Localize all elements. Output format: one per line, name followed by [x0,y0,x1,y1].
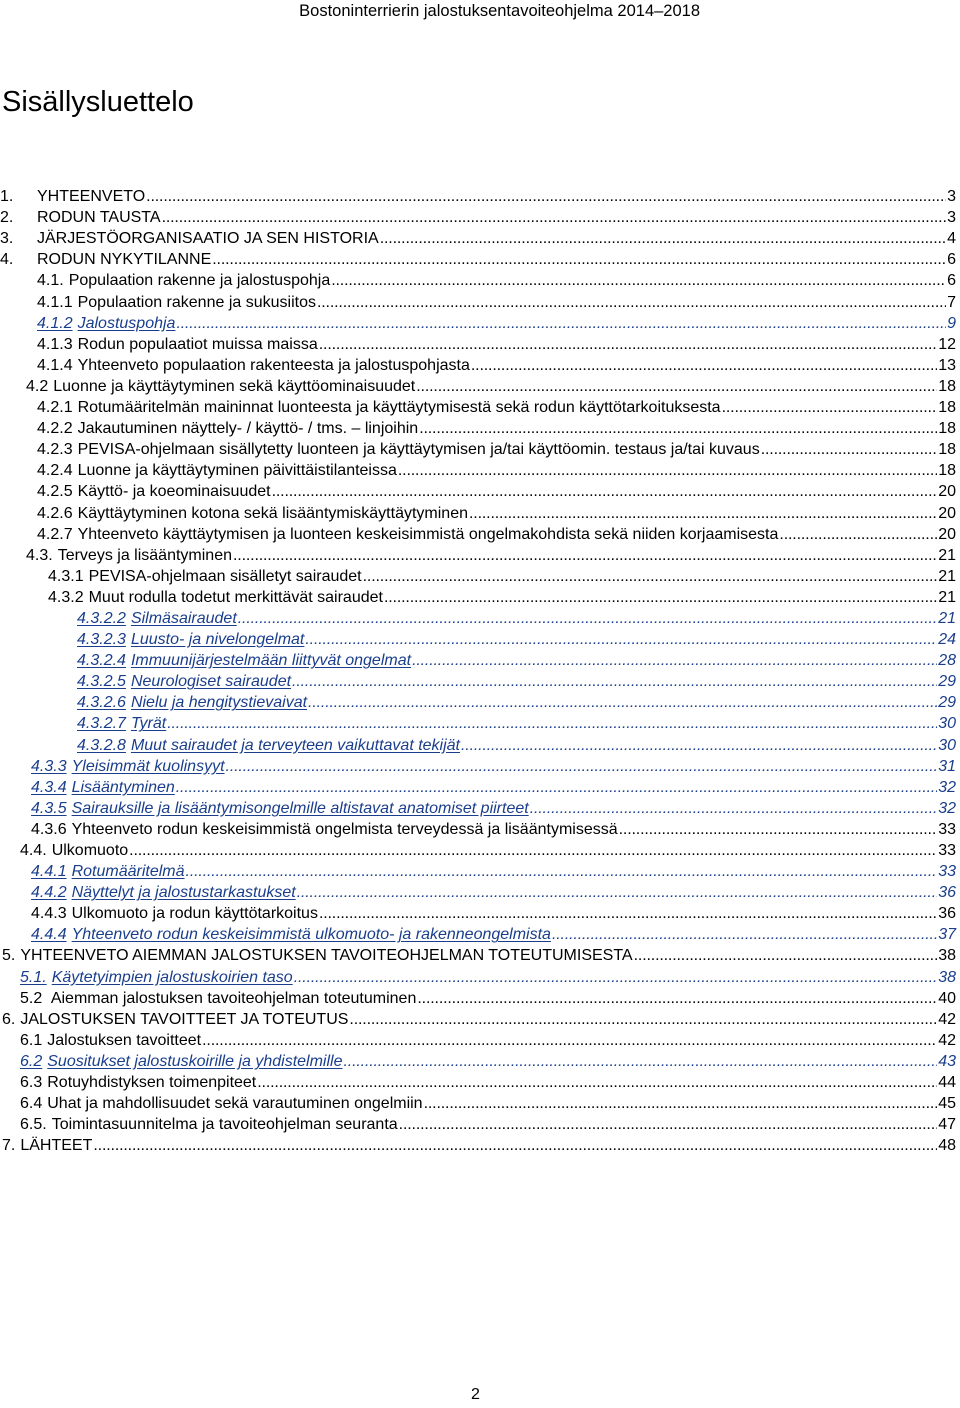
toc-entry-page: 18 [938,399,956,417]
toc-entry[interactable] [0,186,956,207]
toc-entry-number: 5.1. [20,968,47,986]
toc-dot-leader [162,207,947,228]
toc-entry-title: Yhteenveto käyttäytymisen ja luonteen keskeisimmistä ongelmakohdista sekä niiden korjaamisesta [77,525,779,543]
toc-entry-number: 4.2.4 [37,462,73,480]
running-header: Bostoninterrierin jalostuksentavoiteohjelma 2014–2018 [299,2,700,20]
toc-entry[interactable] [0,840,956,861]
toc-entry-page: 13 [938,356,956,374]
toc-entry-title: JALOSTUKSEN TAVOITTEET JA TOTEUTUS [20,1010,349,1028]
toc-entry-title: Jalostuksen tavoitteet [47,1031,202,1049]
toc-entry[interactable] [0,608,956,629]
page-number: 2 [471,1386,480,1403]
toc-entry-title: Muut sairaudet ja terveyteen vaikuttavat tekijät [130,736,460,754]
toc-entry-title: Luonne ja käyttäytyminen sekä käyttöominaisuudet [53,377,416,395]
toc-entry[interactable] [0,1072,956,1093]
toc-dot-leader [412,650,937,671]
toc-entry[interactable] [0,1114,956,1135]
toc-entry[interactable] [0,228,956,249]
toc-entry[interactable] [0,397,956,418]
toc-entry-page: 30 [938,715,956,733]
toc-entry-page: 33 [938,842,956,859]
toc-entry-number: 4.3.2.3 [77,631,126,649]
toc-entry-number: 4.4.2 [31,884,67,902]
toc-entry-page: 20 [938,483,956,501]
toc-entry-number: 4.3.2.5 [77,673,126,691]
toc-entry-number: 4.3.3 [31,757,67,775]
toc-entry-title: Sairauksille ja lisääntymisongelmille altistavat anatomiset piirteet [71,799,529,817]
toc-entry[interactable] [0,502,956,523]
toc-dot-leader [317,292,946,313]
toc-entry-title: PEVISA-ohjelmaan sisälletyt sairaudet [88,567,362,585]
toc-entry-page: 44 [938,1074,956,1092]
toc-entry-title: Uhat ja mahdollisuudet sekä varautuminen ongelmiin [47,1095,423,1113]
toc-entry-title: Luusto- ja nivelongelmat [130,631,305,649]
toc-dot-leader [722,397,938,418]
toc-entry-page: 20 [938,525,956,543]
toc-dot-leader [233,545,937,566]
toc-dot-leader [319,903,937,924]
toc-entry[interactable] [0,376,956,397]
toc-dot-leader [634,945,938,966]
toc-entry-page: 29 [938,673,956,691]
toc-entry-number: 3. [0,230,14,248]
toc-entry[interactable] [0,924,956,945]
toc-entry-page: 6 [947,272,956,290]
toc-dot-leader [343,1051,937,1072]
toc-entry[interactable] [0,903,956,924]
toc-entry-number: 6.2 [20,1052,43,1070]
toc-entry-title: Lisääntyminen [71,778,175,796]
toc-entry[interactable] [0,692,956,713]
toc-entry-page: 40 [938,989,956,1007]
toc-entry-page: 3 [947,188,956,206]
toc-dot-leader [186,861,938,882]
toc-dot-leader [167,713,937,734]
toc-entry-title: Suositukset jalostuskoirille ja yhdistelmille [47,1052,343,1070]
toc-dot-leader [619,819,938,840]
toc-dot-leader [363,566,938,587]
toc-entry-number: 4.3.2.2 [77,609,126,627]
toc-entry-number: 4.4.3 [31,905,67,923]
toc-entry-page: 20 [938,504,956,522]
toc-entry-title: Populaation rakenne ja jalostuspohja [68,272,331,290]
toc-entry-page: 36 [938,884,956,902]
toc-entry-number: 4.1.2 [37,314,73,332]
toc-dot-leader [349,1009,937,1030]
toc-dot-leader [416,376,937,397]
toc-entry-title: Käytetyimpien jalostuskoirien taso [51,968,293,986]
toc-entry-page: 42 [938,1031,956,1049]
toc-entry-title: Jakautuminen näyttely- / käyttö- / tms. – linjoihin [77,420,419,438]
toc-entry-title: Populaation rakenne ja sukusiitos [77,293,316,311]
toc-entry-number: 4.3.2 [48,588,84,606]
toc-entry-page: 37 [938,926,956,944]
toc-entry-number: 4.2.3 [37,441,73,459]
toc-entry[interactable] [0,1009,956,1030]
toc-entry-number: 4.3. [26,546,53,564]
toc-entry-title: Rotumääritelmä [71,863,185,881]
toc-entry-page: 21 [938,588,956,606]
toc-entry-page: 24 [938,631,956,649]
toc-dot-leader [202,1030,937,1051]
toc-entry-title: Ulkomuoto ja rodun käyttötarkoitus [71,905,318,923]
toc-entry-title: Käyttö- ja koeominaisuudet [77,483,271,501]
toc-entry-number: 4.4.4 [31,926,67,944]
toc-entry-page: 33 [938,863,956,881]
toc-entry-number: 4.2 [26,377,49,395]
toc-entry-number: 5.2 [20,989,43,1007]
toc-entry-number: 4.2.6 [37,504,73,522]
toc-entry-title: Yhteenveto rodun keskeisimmistä ongelmista terveydessä ja lisääntymisessä [71,820,618,838]
toc-entry-number: 4.2.1 [37,399,73,417]
toc-dot-leader [294,967,938,988]
toc-entry-title: PEVISA-ohjelmaan sisällytetty luonteen ja käyttäytymisen ja/tai käyttöomin. testaus ja/tai kuvaus [77,441,760,459]
toc-entry-number: 4.2.2 [37,420,73,438]
table-of-contents [0,186,956,1156]
toc-entry-number: 4.3.2.6 [77,694,126,712]
toc-entry-number: 4.3.6 [31,820,67,838]
toc-entry-number: 6. [2,1010,16,1028]
toc-entry[interactable] [0,988,956,1009]
toc-entry[interactable] [0,545,956,566]
toc-entry-page: 18 [938,462,956,480]
toc-entry[interactable] [0,734,956,755]
toc-entry-title: Yleisimmät kuolinsyyt [71,757,225,775]
toc-entry-page: 47 [938,1116,956,1134]
toc-entry-number: 4.3.5 [31,799,67,817]
toc-entry-number: 4.1.4 [37,356,73,374]
toc-entry-page: 3 [947,209,956,227]
toc-entry[interactable] [0,756,956,777]
toc-entry-page: 21 [938,567,956,585]
toc-dot-leader [552,924,937,945]
toc-entry-page: 30 [938,736,956,754]
toc-dot-leader [176,313,946,334]
toc-entry[interactable] [0,460,956,481]
toc-entry-number: 4.3.2.7 [77,715,126,733]
toc-entry-title: Silmäsairaudet [130,609,237,627]
toc-entry-title: Näyttelyt ja jalostustarkastukset [71,884,296,902]
toc-entry-number: 1. [0,188,14,206]
toc-entry-title: YHTEENVETO AIEMMAN JALOSTUKSEN TAVOITEOHJELMAN TOTEUTUMISESTA [20,947,633,965]
toc-entry[interactable] [0,777,956,798]
toc-entry-title: Ulkomuoto [51,842,129,859]
toc-entry-title: Terveys ja lisääntyminen [57,546,232,564]
toc-entry-title: Rotumääritelmän maininnat luonteesta ja käyttäytymisestä sekä rodun käyttötarkoituksesta [77,399,721,417]
toc-dot-leader [530,798,938,819]
page-title: Sisällysluettelo [2,86,194,118]
toc-dot-leader [176,777,937,798]
toc-entry-page: 42 [938,1010,956,1028]
toc-entry-title: LÄHTEET [20,1137,93,1155]
toc-dot-leader [469,503,937,524]
toc-entry-number: 6.4 [20,1095,43,1113]
toc-entry-title: Rotuyhdistyksen toimenpiteet [47,1074,257,1092]
toc-entry[interactable] [0,650,956,671]
toc-dot-leader [308,692,937,713]
toc-entry[interactable] [0,439,956,460]
toc-entry-number: 4. [0,251,14,269]
toc-dot-leader [779,524,937,545]
toc-entry-title: Yhteenveto populaation rakenteesta ja jalostuspohjasta [77,356,470,374]
toc-entry-title: JÄRJESTÖORGANISAATIO JA SEN HISTORIA [37,230,379,248]
toc-entry-page: 4 [947,230,956,248]
toc-dot-leader [297,882,938,903]
toc-entry-page: 6 [947,251,956,269]
toc-entry[interactable] [0,291,956,312]
toc-entry[interactable] [0,819,956,840]
toc-dot-leader [331,270,946,291]
toc-entry-page: 48 [938,1137,956,1155]
toc-entry-title: Neurologiset sairaudet [130,673,292,691]
toc-entry-page: 31 [938,757,956,775]
toc-entry-number: 4.3.4 [31,778,67,796]
toc-entry-page: 43 [938,1052,956,1070]
toc-entry[interactable] [0,249,956,270]
toc-entry-page: 36 [938,905,956,923]
toc-entry-number: 4.1. [37,272,64,290]
toc-entry[interactable] [0,1030,956,1051]
toc-entry-number: 4.1.1 [37,293,73,311]
toc-entry-page: 18 [938,441,956,459]
toc-dot-leader [257,1072,937,1093]
toc-entry[interactable] [0,882,956,903]
toc-dot-leader [93,1135,937,1156]
toc-entry-title: YHTEENVETO [37,188,146,206]
toc-entry[interactable] [0,1093,956,1114]
toc-dot-leader [399,1114,938,1135]
toc-entry-title: Nielu ja hengitystievaivat [130,694,308,712]
toc-entry[interactable] [0,418,956,439]
toc-entry[interactable] [0,587,956,608]
toc-entry-number: 4.2.7 [37,525,73,543]
toc-entry[interactable] [0,313,956,334]
toc-entry-title: Immuunijärjestelmään liittyvät ongelmat [130,652,412,670]
toc-entry[interactable] [0,481,956,502]
toc-entry-number: 4.4.1 [31,863,67,881]
toc-entry[interactable] [0,861,956,882]
toc-entry-number: 2. [0,209,14,227]
toc-entry-number: 4.1.3 [37,335,73,353]
toc-entry-page: 12 [938,335,956,353]
toc-dot-leader [272,481,938,502]
toc-entry[interactable] [0,207,956,228]
toc-entry-page: 21 [938,609,956,627]
toc-entry[interactable] [0,566,956,587]
toc-dot-leader [319,334,937,355]
toc-entry[interactable] [0,524,956,545]
toc-entry-title: Jalostuspohja [77,314,176,332]
toc-entry-number: 7. [2,1137,16,1155]
toc-entry[interactable] [0,355,956,376]
toc-dot-leader [292,671,937,692]
toc-dot-leader [417,988,937,1009]
toc-entry[interactable] [0,671,956,692]
toc-entry-title: Käyttäytyminen kotona sekä lisääntymiskäyttäytyminen [77,504,468,522]
toc-entry-title: RODUN NYKYTILANNE [37,251,212,269]
toc-entry-page: 38 [938,968,956,986]
toc-entry-title: RODUN TAUSTA [37,209,161,227]
toc-entry-title: Luonne ja käyttäytyminen päivittäistilanteissa [77,462,397,480]
toc-entry-number: 4.3.2.8 [77,736,126,754]
toc-entry-page: 28 [938,652,956,670]
toc-dot-leader [761,439,938,460]
toc-dot-leader [461,735,937,756]
toc-entry-number: 4.3.1 [48,567,84,585]
toc-entry-title: Muut rodulla todetut merkittävät sairaudet [88,588,383,606]
toc-entry-title: Toimintasuunnitelma ja tavoiteohjelman seuranta [51,1116,398,1134]
toc-entry-page: 33 [938,820,956,838]
toc-entry[interactable] [0,798,956,819]
toc-entry-page: 45 [938,1095,956,1113]
toc-entry[interactable] [0,1135,956,1156]
toc-dot-leader [398,460,937,481]
toc-entry[interactable] [0,629,956,650]
toc-dot-leader [212,249,946,270]
toc-dot-leader [424,1093,938,1114]
toc-entry-page: 21 [938,546,956,564]
toc-entry-page: 7 [947,293,956,311]
toc-dot-leader [419,418,937,439]
toc-entry-number: 5. [2,947,16,965]
toc-dot-leader [238,608,937,629]
toc-entry[interactable] [0,945,956,966]
toc-entry-page: 32 [938,778,956,796]
toc-entry-title: Tyrät [130,715,167,733]
toc-entry[interactable] [0,270,956,291]
toc-entry-number: 6.3 [20,1074,43,1092]
toc-entry-page: 18 [938,377,956,395]
toc-entry-page: 9 [947,314,956,332]
toc-dot-leader [380,228,946,249]
toc-dot-leader [226,756,938,777]
toc-dot-leader [146,186,946,207]
toc-dot-leader [471,355,937,376]
toc-entry-title: Rodun populaatiot muissa maissa [77,335,318,353]
toc-entry-number: 6.5. [20,1116,47,1134]
toc-entry-page: 18 [938,420,956,438]
toc-dot-leader [129,840,937,861]
toc-entry-title: Yhteenveto rodun keskeisimmistä ulkomuoto- ja rakenneongelmista [71,926,551,944]
toc-entry-number: 4.3.2.4 [77,652,126,670]
toc-entry[interactable] [0,966,956,987]
toc-entry[interactable] [0,713,956,734]
toc-entry-number: 4.2.5 [37,483,73,501]
toc-entry-number: 6.1 [20,1031,43,1049]
toc-entry[interactable] [0,334,956,355]
toc-entry-page: 32 [938,799,956,817]
toc-entry-page: 29 [938,694,956,712]
toc-entry-title: Aiemman jalostuksen tavoiteohjelman toteutuminen [47,989,417,1007]
toc-dot-leader [305,629,937,650]
toc-entry-page: 38 [938,947,956,965]
toc-entry[interactable] [0,1051,956,1072]
toc-entry-number: 4.4. [20,842,47,859]
toc-dot-leader [384,587,937,608]
